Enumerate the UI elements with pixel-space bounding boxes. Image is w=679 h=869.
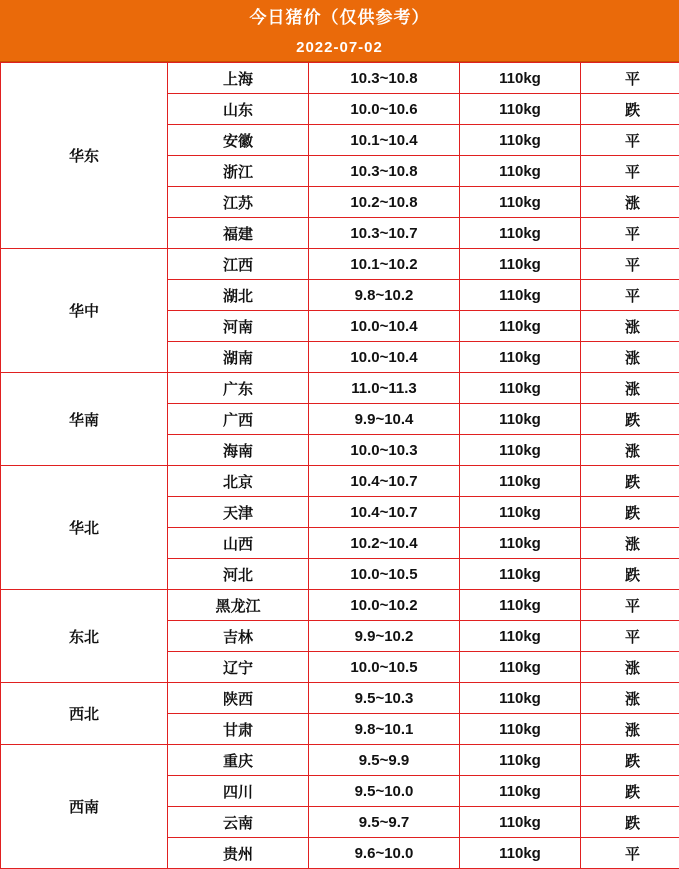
trend-cell: 平 [581,156,679,187]
table-row [1,466,679,497]
price-cell: 11.0~11.3 [309,373,460,404]
province-cell: 广西 [168,404,309,435]
price-cell: 9.5~10.0 [309,776,460,807]
price-cell: 9.8~10.2 [309,280,460,311]
region-cell: 西北 [1,683,168,745]
trend-cell: 涨 [581,342,679,373]
price-cell: 9.9~10.4 [309,404,460,435]
trend-cell: 跌 [581,466,679,497]
province-cell: 福建 [168,218,309,249]
price-cell: 10.0~10.5 [309,559,460,590]
trend-cell: 平 [581,249,679,280]
province-cell: 江西 [168,249,309,280]
trend-cell: 涨 [581,435,679,466]
province-cell: 重庆 [168,745,309,776]
province-cell: 甘肃 [168,714,309,745]
table-row [1,63,679,94]
price-cell: 10.0~10.5 [309,652,460,683]
price-cell: 10.3~10.8 [309,63,460,94]
price-cell: 10.4~10.7 [309,497,460,528]
trend-cell: 涨 [581,311,679,342]
table-row [1,590,679,621]
report-date: 2022-07-02 [0,35,679,62]
province-cell: 安徽 [168,125,309,156]
trend-cell: 涨 [581,187,679,218]
region-cell: 东北 [1,590,168,683]
province-cell: 上海 [168,63,309,94]
price-cell: 10.0~10.4 [309,342,460,373]
trend-cell: 跌 [581,497,679,528]
price-cell: 9.6~10.0 [309,838,460,869]
trend-cell: 跌 [581,776,679,807]
price-cell: 9.5~10.3 [309,683,460,714]
weight-cell: 110kg [460,466,581,497]
trend-cell: 平 [581,621,679,652]
trend-cell: 平 [581,838,679,869]
price-cell: 9.5~9.9 [309,745,460,776]
weight-cell: 110kg [460,342,581,373]
page-title: 今日猪价（仅供参考） [0,0,679,35]
trend-cell: 平 [581,590,679,621]
province-cell: 湖南 [168,342,309,373]
weight-cell: 110kg [460,404,581,435]
weight-cell: 110kg [460,63,581,94]
province-cell: 湖北 [168,280,309,311]
province-cell: 江苏 [168,187,309,218]
province-cell: 黑龙江 [168,590,309,621]
region-cell: 华中 [1,249,168,373]
price-cell: 10.1~10.4 [309,125,460,156]
weight-cell: 110kg [460,187,581,218]
province-cell: 辽宁 [168,652,309,683]
weight-cell: 110kg [460,311,581,342]
weight-cell: 110kg [460,156,581,187]
price-cell: 10.0~10.3 [309,435,460,466]
weight-cell: 110kg [460,683,581,714]
table-row [1,373,679,404]
weight-cell: 110kg [460,249,581,280]
trend-cell: 跌 [581,94,679,125]
weight-cell: 110kg [460,218,581,249]
weight-cell: 110kg [460,745,581,776]
price-cell: 9.9~10.2 [309,621,460,652]
trend-cell: 涨 [581,714,679,745]
trend-cell: 涨 [581,652,679,683]
weight-cell: 110kg [460,776,581,807]
region-cell: 西南 [1,745,168,869]
trend-cell: 平 [581,125,679,156]
price-cell: 10.0~10.2 [309,590,460,621]
table-row [1,249,679,280]
province-cell: 贵州 [168,838,309,869]
province-cell: 浙江 [168,156,309,187]
price-cell: 9.8~10.1 [309,714,460,745]
table-row [1,683,679,714]
weight-cell: 110kg [460,528,581,559]
weight-cell: 110kg [460,125,581,156]
weight-cell: 110kg [460,280,581,311]
weight-cell: 110kg [460,435,581,466]
trend-cell: 平 [581,280,679,311]
price-cell: 10.2~10.8 [309,187,460,218]
price-table-body [1,63,679,869]
region-cell: 华东 [1,63,168,249]
weight-cell: 110kg [460,838,581,869]
price-cell: 10.4~10.7 [309,466,460,497]
province-cell: 云南 [168,807,309,838]
province-cell: 山西 [168,528,309,559]
trend-cell: 平 [581,218,679,249]
price-cell: 10.0~10.4 [309,311,460,342]
weight-cell: 110kg [460,652,581,683]
price-cell: 10.3~10.8 [309,156,460,187]
trend-cell: 涨 [581,683,679,714]
province-cell: 广东 [168,373,309,404]
weight-cell: 110kg [460,94,581,125]
price-cell: 9.5~9.7 [309,807,460,838]
province-cell: 山东 [168,94,309,125]
table-row [1,745,679,776]
province-cell: 天津 [168,497,309,528]
province-cell: 四川 [168,776,309,807]
weight-cell: 110kg [460,559,581,590]
province-cell: 河北 [168,559,309,590]
weight-cell: 110kg [460,497,581,528]
trend-cell: 平 [581,63,679,94]
province-cell: 海南 [168,435,309,466]
weight-cell: 110kg [460,373,581,404]
weight-cell: 110kg [460,714,581,745]
price-cell: 10.1~10.2 [309,249,460,280]
price-cell: 10.0~10.6 [309,94,460,125]
province-cell: 吉林 [168,621,309,652]
province-cell: 陕西 [168,683,309,714]
trend-cell: 跌 [581,807,679,838]
province-cell: 北京 [168,466,309,497]
trend-cell: 跌 [581,745,679,776]
weight-cell: 110kg [460,807,581,838]
trend-cell: 跌 [581,559,679,590]
trend-cell: 涨 [581,373,679,404]
trend-cell: 涨 [581,528,679,559]
weight-cell: 110kg [460,621,581,652]
region-cell: 华北 [1,466,168,590]
region-cell: 华南 [1,373,168,466]
weight-cell: 110kg [460,590,581,621]
province-cell: 河南 [168,311,309,342]
price-cell: 10.3~10.7 [309,218,460,249]
trend-cell: 跌 [581,404,679,435]
price-cell: 10.2~10.4 [309,528,460,559]
price-table [0,62,679,869]
